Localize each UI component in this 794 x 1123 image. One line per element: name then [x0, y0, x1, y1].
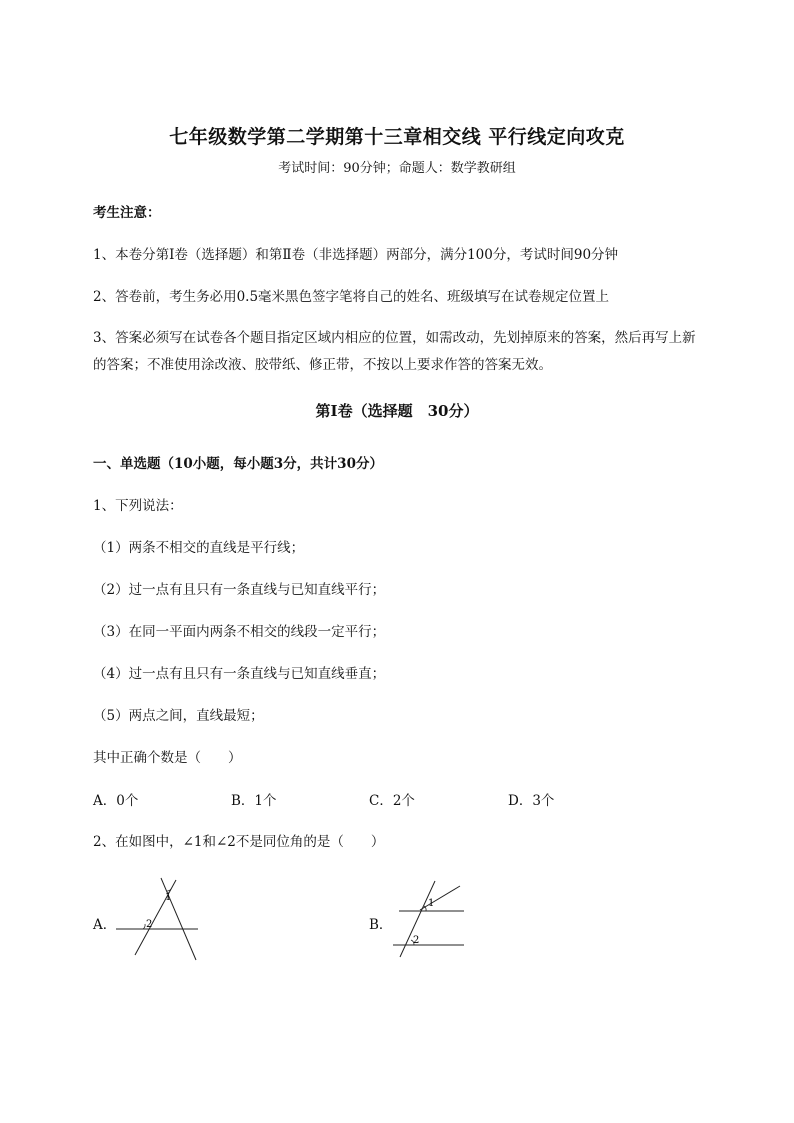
q1-statement-1: （1）两条不相交的直线是平行线；: [93, 540, 305, 556]
figure-a-angle-1-label: 1: [165, 892, 172, 903]
q1-statement-3: （3）在同一平面内两条不相交的线段一定平行；: [93, 624, 386, 640]
q1-statement-5: （5）两点之间，直线最短；: [93, 708, 264, 724]
notice-heading: 考生注意：: [93, 205, 161, 221]
figure-a-transversal-1: [161, 878, 196, 960]
q1-option-c: C．2个: [369, 793, 415, 809]
part1-title: 第I卷（选择题 30分）: [315, 402, 479, 420]
notice-item-3-continued: 的答案；不准使用涂改液、胶带纸、修正带，不按以上要求作答的答案无效。: [93, 357, 552, 373]
notice-item-1: 1、本卷分第I卷（选择题）和第Ⅱ卷（非选择题）两部分，满分100分，考试时间90分钟: [93, 247, 619, 263]
q2-figure-b: [390, 876, 470, 961]
q1-statement-2: （2）过一点有且只有一条直线与已知直线平行；: [93, 582, 386, 598]
q2-figure-a: [110, 872, 210, 964]
exam-info: 考试时间：90分钟；命题人：数学教研组: [278, 161, 516, 176]
section-heading: 一、单选题（10小题，每小题3分，共计30分）: [93, 456, 383, 472]
q1-question: 其中正确个数是（ ）: [93, 750, 242, 766]
q1-option-b: B．1个: [231, 793, 277, 809]
q1-stem: 1、下列说法：: [93, 498, 183, 514]
notice-item-2: 2、答卷前，考生务必用0.5毫米黑色签字笔将自己的姓名、班级填写在试卷规定位置上: [93, 289, 610, 305]
q2-stem: 2、在如图中，∠1和∠2不是同位角的是（ ）: [93, 834, 385, 850]
q2-option-a-label: A．: [93, 917, 117, 933]
figure-a-angle-2-arc: [143, 924, 145, 929]
q1-statement-4: （4）过一点有且只有一条直线与已知直线垂直；: [93, 666, 386, 682]
figure-a-angle-2-label: 2: [146, 919, 153, 930]
figure-b-angle-1-label: 1: [428, 898, 435, 909]
notice-item-3: 3、答案必须写在试卷各个题目指定区域内相应的位置，如需改动，先划掉原来的答案，然后再写上新: [93, 330, 696, 346]
page-title: 七年级数学第二学期第十三章相交线 平行线定向攻克: [169, 126, 625, 148]
q1-option-d: D．3个: [508, 793, 555, 809]
figure-b-ray: [420, 886, 460, 910]
q1-option-a: A．0个: [93, 793, 139, 809]
figure-b-angle-2-label: 2: [413, 935, 420, 946]
q2-option-b-label: B．: [369, 917, 393, 933]
